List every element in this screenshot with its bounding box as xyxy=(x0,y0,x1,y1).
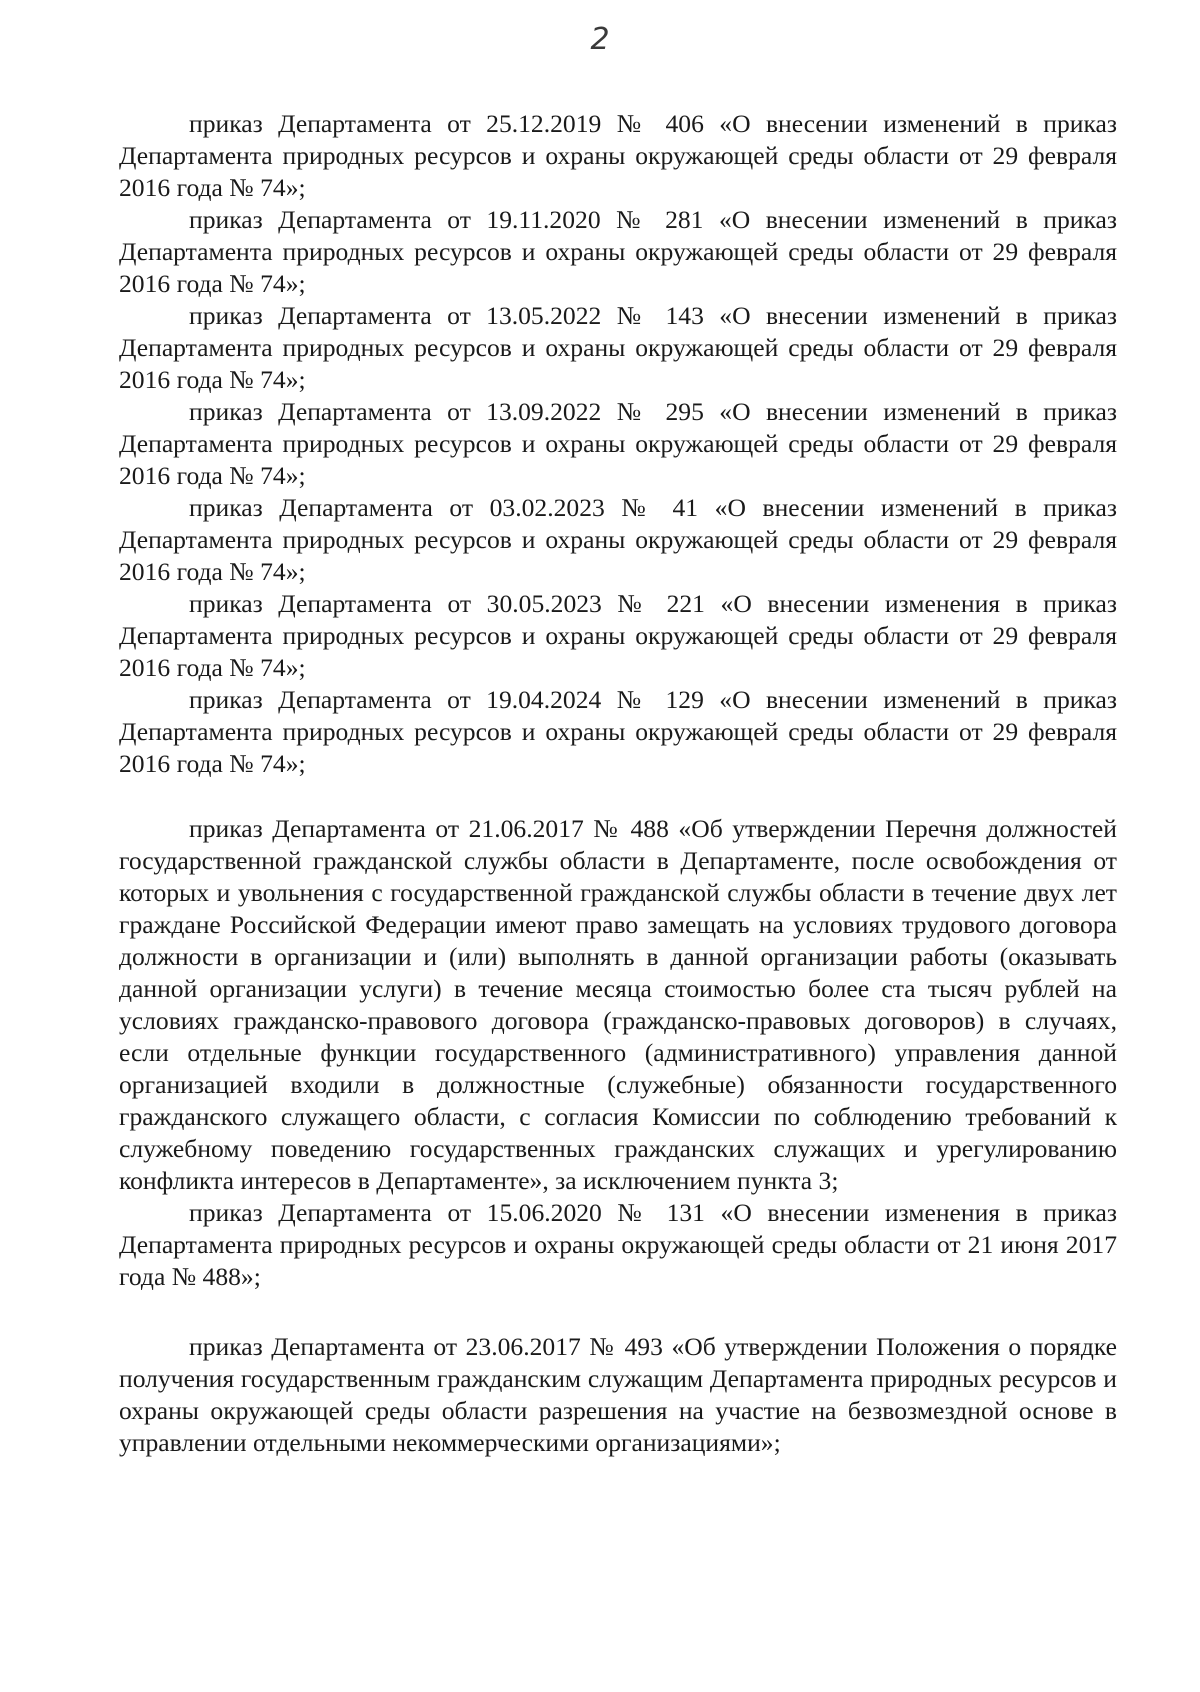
order-paragraph: приказ Департамента от 25.12.2019 № 406 «О внесении изменений в приказ Департамента природных ресурсов и охраны окружающей среды области от 29 февраля 2016 года № 74»; xyxy=(119,109,1117,202)
order-paragraph: приказ Департамента от 13.05.2022 № 143 «О внесении изменений в приказ Департамента природных ресурсов и охраны окружающей среды области от 29 февраля 2016 года № 74»; xyxy=(119,301,1117,394)
page-number: 2 xyxy=(590,22,610,57)
order-paragraph: приказ Департамента от 23.06.2017 № 493 «Об утверждении Положения о порядке получения государственным гражданским служащим Департамента природных ресурсов и охраны окружающей среды области разрешения на участие на безвозмездной основе в управлении отдельными некоммерческими организациями»; xyxy=(119,1332,1117,1457)
order-paragraph: приказ Департамента от 13.09.2022 № 295 «О внесении изменений в приказ Департамента природных ресурсов и охраны окружающей среды области от 29 февраля 2016 года № 74»; xyxy=(119,397,1117,490)
order-paragraph: приказ Департамента от 19.04.2024 № 129 «О внесении изменений в приказ Департамента природных ресурсов и охраны окружающей среды области от 29 февраля 2016 года № 74»; xyxy=(119,685,1117,778)
order-paragraph: приказ Департамента от 21.06.2017 № 488 «Об утверждении Перечня должностей государственной гражданской службы области в Департаменте, после освобождения от которых и увольнения с государственной гражданской службы области в течение двух лет граждане Российской Федерации имеют право замещать на условиях трудового договора должности в организации и (или) выполнять в данной организации работы (оказывать данной организации услуги) в течение месяца стоимостью более ста тысяч рублей на условиях гражданско-правового договора (гражданско-правовых договоров) в случаях, если отдельные функции государственного (административного) управления данной организацией входили в должностные (служебные) обязанности государственного гражданского служащего области, с согласия Комиссии по соблюдению требований к служебному поведению государственных гражданских служащих и урегулированию конфликта интересов в Департаменте», за исключением пункта 3; xyxy=(119,814,1117,1195)
order-paragraph: приказ Департамента от 19.11.2020 № 281 «О внесении изменений в приказ Департамента природных ресурсов и охраны окружающей среды области от 29 февраля 2016 года № 74»; xyxy=(119,205,1117,298)
order-paragraph: приказ Департамента от 30.05.2023 № 221 «О внесении изменения в приказ Департамента природных ресурсов и охраны окружающей среды области от 29 февраля 2016 года № 74»; xyxy=(119,589,1117,682)
order-paragraph: приказ Департамента от 03.02.2023 № 41 «О внесении изменений в приказ Департамента природных ресурсов и охраны окружающей среды области от 29 февраля 2016 года № 74»; xyxy=(119,493,1117,586)
order-paragraph: приказ Департамента от 15.06.2020 № 131 «О внесении изменения в приказ Департамента природных ресурсов и охраны окружающей среды области от 21 июня 2017 года № 488»; xyxy=(119,1198,1117,1291)
document-body xyxy=(119,108,1117,1459)
